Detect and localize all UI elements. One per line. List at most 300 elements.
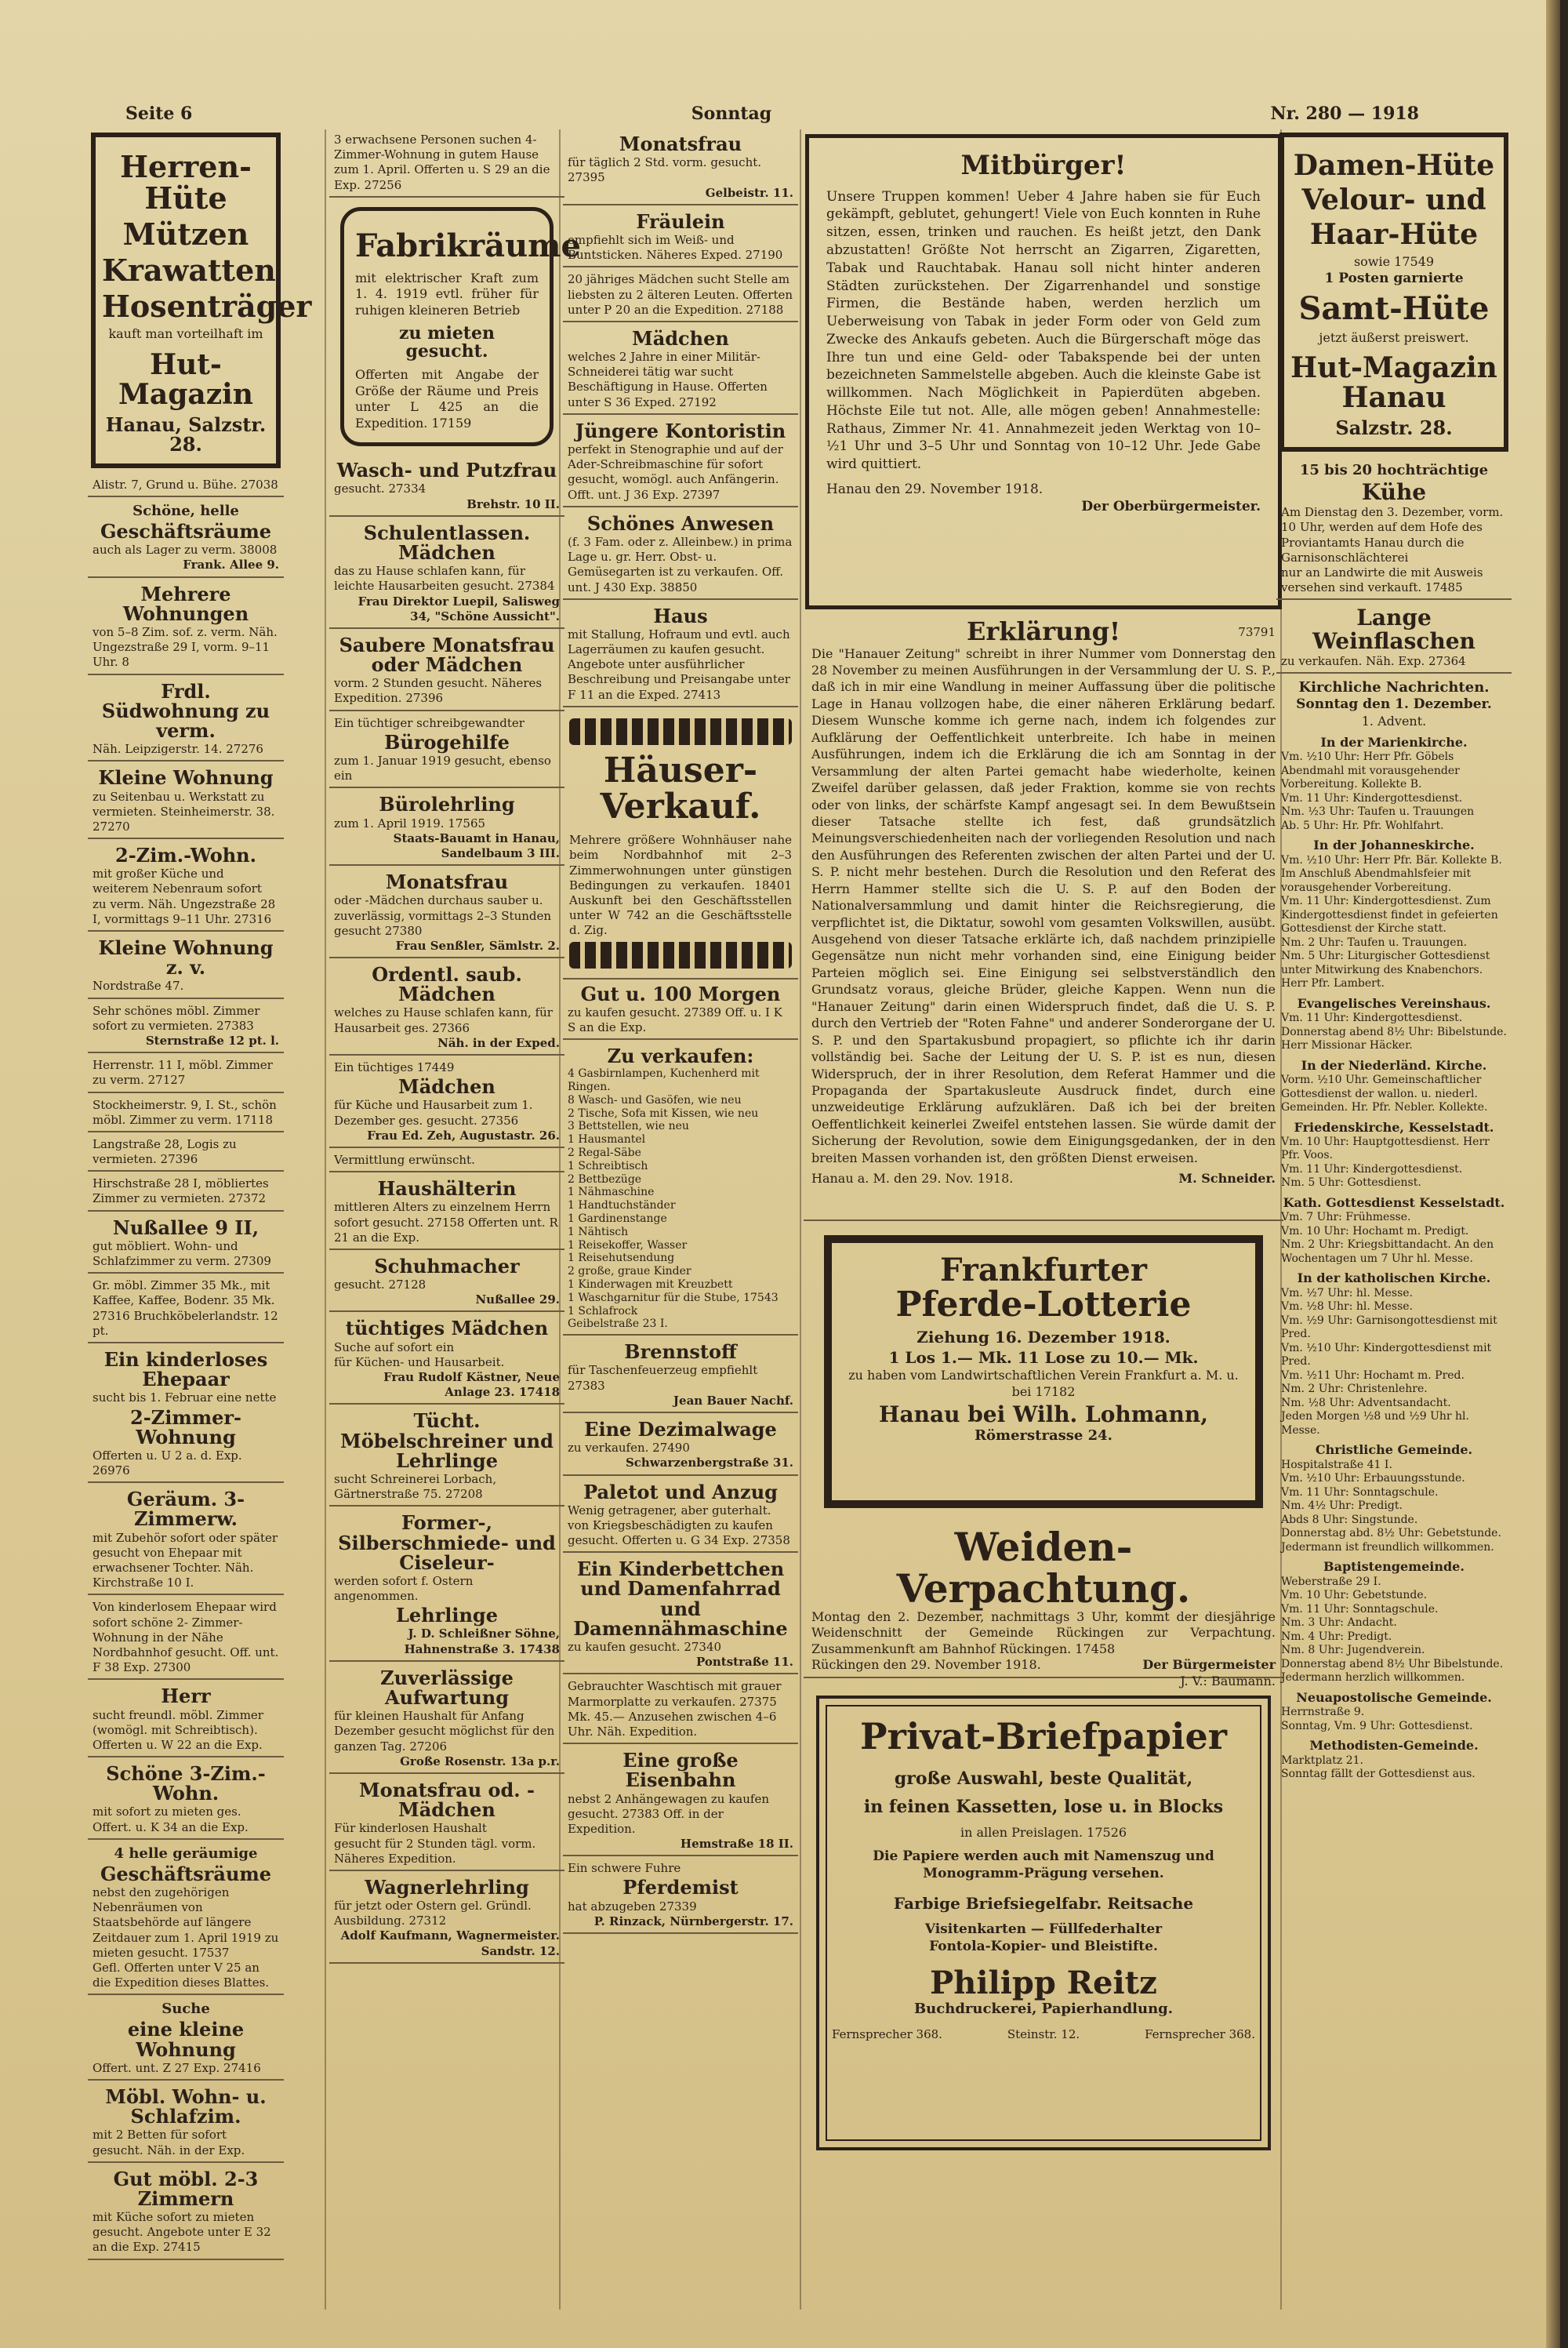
- ad-text: Offerten mit Angabe der Größe der Räume und Preis unter L 425 an die Expedition. 17159: [355, 367, 539, 431]
- church-service-row: Vm. 10 Uhr: Gebetstunde.: [1281, 1589, 1428, 1602]
- ad-address: Pontstraße 11.: [696, 1655, 793, 1670]
- briefpapier-line-1: große Auswahl, beste Qualität,: [894, 1768, 1193, 1790]
- ad-text: hat abzugeben 27339: [568, 1899, 697, 1914]
- church-section-head: Neuapostolische Gemeinde.: [1296, 1689, 1492, 1705]
- church-date: Sonntag den 1. Dezember.: [1296, 696, 1492, 713]
- ad-text: gesucht. 27128: [334, 1278, 426, 1292]
- church-service-row: Jeden Morgen ½8 und ½9 Uhr hl. Messe.: [1281, 1410, 1469, 1437]
- announcement-body: Unsere Truppen kommen! Ueber 4 Jahre haben sie für Euch gekämpft, geblutet, gehungert! Viele von Euch konnten in Ruhe sitzen, essen, trinken und rauchen. Es heißt jetzt, den Dank abzustatten! Größte Not herrscht an Zigarren, Zigaretten, Tabak und Rauchtabak. Hanau soll nicht hinter anderen Städten zurückstehen. Der Zigarrenhandel und sonstige Firmen, die Bestände haben, werden herzlich um Ueberweisung von Tabak in jeder Form oder von Geld zum Zwecke des Ankaufs gebeten. Auch die Bürgerschaft möge das Ihre tun und eine Geld- oder Tabakspende bei der unten bezeichneten Sammelstelle abgeben. Auch die kleinste Gabe ist willkommen. Nach Möglichkeit in Papierdüten abgeben. Höchste Eile tut not. Alle, alle mögen geben! Annahmestelle: Rathaus, Zimmer Nr. 41. Annahmezeit jeden Werktag von 10–½1 Uhr und 3–5 Uhr und Sonntag von 10–12 Uhr. Jede Gabe wird quittiert.: [826, 188, 1261, 473]
- ad-text: mit 2 Betten für sofort gesucht. Näh. in der Exp.: [93, 2128, 245, 2157]
- weiden-signature-2: J. V.: Baumann.: [1180, 1673, 1276, 1688]
- ad-address: Frau Senßler, Sämlstr. 2.: [395, 938, 560, 953]
- church-section-head: In der Johanneskirche.: [1313, 838, 1475, 853]
- ad-text: Nordstraße 47.: [93, 979, 184, 994]
- statement-body: Die "Hanauer Zeitung" schreibt in ihrer Nummer vom Donnerstag den 28 November zu meinen Ausführungen in der Versammlung der U. S. P., daß ich in mir eine Wandlung in meiner Auffassung über die politische Lage in Hanau vollzogen habe, die einer näheren Erklärung bedarf. Diesem Wunsche komme ich gerne nach, indem ich folgendes zur Aufklärung der Oeffentlichkeit unterbreite. Ich habe in meinen Ausführungen, indem ich die Erklärung die ich am Sonntag in der Versammlung der alten Partei gemacht habe wiederholte, keinen Zweifel darüber gelassen, daß jeder Fraktion, komme sie von rechts oder von links, der schärfste Kampf angesagt sei. In dem Bewußtsein dieser Tatsache stellte ich fest, daß grundsätzlich Meinungsverschiedenheiten nach der vorliegenden Resolution und nach den Ausführungen des Referenten zwischen der alten Partei und der U. S. P. nicht mehr bestehen. Durch die Resolution und den Referat des Herrn Hammer stellte sich die U. S. P. auf den Boden der Nationalversammlung und damit hinter die Reichsregierung, die verpflichtet ist, die Diktatur, sowohl vom gesamten Volkswillen, ausübt. Ausgehend von dieser Tatsache erklärte ich, daß nachdem prinzipielle Gegensätze nun nicht mehr vorhanden sind, eine Einigung beider Parteien möglich sei. Eine Einigung sei selbstverständlich den Grundsatz voraus, gleiche Brüder, gleiche Kappen. Wenn nun die "Hanauer Zeitung" darin einen Widerspruch findet, daß die U. S. P. durch den Vertrieb der "Roten Fahne" und anderer Sonderorgane der U. S. P. und den Spartakusbund propagiert, so pflichte ich ihr darin vollständig bei. Sache der Leitung der U. S. P. ist es nun, diesen Widerspruch, der in ihrer Resolution, dem Referat Hammer und die Propaganda der Spartakusleute Ausdruck findet, durch eine unzweideutige Erklärung aufzuklären. Daß ich bei der breiten Oeffentlichkeit keinerlei Zweifel entstehen lassen. Sie würde damit der Sicherung der Revolution, sowie dem Einigungsgedanken, der in den breiten Massen vorhanden ist, den größten Dienst erweisen.: [811, 645, 1276, 1165]
- church-service-row: Nm. 4½ Uhr: Predigt.: [1281, 1499, 1403, 1513]
- ad-text: nebst den zugehörigen Nebenräumen von Staatsbehörde auf längere Zeitdauer zum 1. April 1919 zu mieten gesucht. 17537: [93, 1885, 279, 1960]
- church-service-row: Nm. 2 Uhr: Kriegsbittandacht. An den Wochentagen um 7 Uhr hl. Messe.: [1281, 1238, 1494, 1265]
- ad-text: für Küche und Hausarbeit zum 1. Dezember ges. gesucht. 27356: [334, 1098, 533, 1128]
- ad-title: Eine große Eisenbahn: [622, 1749, 739, 1792]
- ad-list-item: 1 Hausmantel: [568, 1133, 646, 1147]
- classified-ad: [88, 1095, 284, 1132]
- announcement-title: Mitbürger!: [960, 150, 1127, 181]
- classified-ad: [329, 1873, 564, 1964]
- ad-list-item: 2 Bettbezüge: [568, 1172, 642, 1186]
- church-service-row: Vm. 7 Uhr: Frühmesse.: [1281, 1211, 1411, 1224]
- hat-ad-line: Krawatten: [102, 252, 276, 288]
- lottery-title-2: Pferde-Lotterie: [895, 1285, 1192, 1325]
- classified-ad: [88, 1345, 284, 1483]
- classified-ad: [88, 841, 284, 932]
- ad-list-item: Geibelstraße 23 I.: [568, 1318, 668, 1331]
- church-service-row: Vm. ½10 Uhr: Herr Pfr. Göbels Abendmahl mit vorausgehender Vorbereitung. Kollekte B.: [1281, 751, 1460, 791]
- ad-address: Frank. Allee 9.: [183, 558, 279, 572]
- ad-title: Wasch- und Putzfrau: [336, 459, 557, 482]
- ad-title: Mädchen: [398, 1075, 495, 1099]
- ad-title: Pferdemist: [622, 1876, 739, 1899]
- ad-text: 20 jähriges Mädchen sucht Stelle am liebsten zu 2 älteren Leuten. Offerten unter P 20 an die Expedition. 27188: [568, 272, 793, 317]
- ad-text: von 5–8 Zim. sof. z. verm. Näh. Ungezstraße 29 I, vorm. 9–11 Uhr. 8: [93, 625, 278, 670]
- ad-list-item: 4 Gasbirnlampen, Kuchenherd mit Ringen.: [568, 1067, 760, 1094]
- classified-ad: [88, 1997, 284, 2081]
- classified-ad: [88, 1485, 284, 1595]
- church-service-row: Vm. 11 Uhr: Kindergottesdienst.: [1281, 1162, 1463, 1176]
- briefpapier-street: Steinstr. 12.: [1007, 2026, 1080, 2041]
- church-service-row: Im Anschluß Abendmahlsfeier mit vorausgehender Vorbereitung.: [1281, 867, 1472, 894]
- fabrik-ad: [340, 207, 581, 446]
- ad-list-item: 1 Gardinenstange: [568, 1212, 667, 1226]
- church-title: Kirchliche Nachrichten.: [1298, 679, 1490, 696]
- ad-title: Saubere Monatsfrau oder Mädchen: [339, 633, 555, 677]
- classified-ad: [329, 1174, 564, 1250]
- church-service-row: Nm. ½3 Uhr: Taufen u. Trauungen: [1281, 805, 1475, 819]
- ad-text: gut möbliert. Wohn- und Schlafzimmer zu verm. 27309: [93, 1238, 271, 1269]
- ad-title: zu mieten gesucht.: [399, 323, 495, 362]
- church-service-row: Vm. 10 Uhr: Hochamt m. Predigt.: [1281, 1224, 1469, 1238]
- hat-ad-line: Velour- und: [1301, 183, 1486, 216]
- weiden-title: Weiden-Verpachtung.: [896, 1524, 1191, 1612]
- ad-head: 15 bis 20 hochträchtige: [1299, 461, 1489, 478]
- ad-text: empfiehlt sich im Weiß- und Buntsticken. Näheres Exped. 27190: [568, 232, 783, 263]
- ad-text: Hirschstraße 28 I, möbliertes Zimmer zu vermieten. 27372: [93, 1176, 269, 1206]
- ad-list-item: 1 Nähtisch: [568, 1225, 629, 1238]
- ad-title: Geräum. 3-Zimmerw.: [126, 1488, 245, 1531]
- ad-text: für kleinen Haushalt für Anfang Dezember gesucht möglichst für den ganzen Tag. 27206: [334, 1709, 555, 1754]
- classified-ad: [329, 1252, 564, 1313]
- church-service-row: Nm. 5 Uhr: Liturgischer Gottesdienst unter Mitwirkung des Knabenchors. Herr Pfr. Lambert.: [1281, 950, 1490, 990]
- ad-text: gesucht für 2 Stunden tägl. vorm. Näheres Expedition.: [334, 1836, 536, 1866]
- ad-title: Lehrlinge: [396, 1604, 498, 1627]
- column-4: [804, 129, 1283, 2168]
- ad-text: Näh. Leipzigerstr. 14. 27276: [93, 742, 263, 757]
- church-service-row: Vm. ½10 Uhr: Herr Pfr. Bär. Kollekte B.: [1281, 853, 1502, 867]
- church-service-row: Vm. 11 Uhr: Kindergottesdienst.: [1281, 1012, 1463, 1025]
- classified-ad: [88, 1134, 284, 1172]
- ad-text: Gebrauchter Waschtisch mit grauer Marmorplatte zu verkaufen. 27375 Mk. 45.— Anzusehen zwischen 4–6 Uhr. Näh. Expedition.: [568, 1679, 782, 1739]
- classified-ad: [563, 416, 798, 507]
- briefpapier-line-7: Fontola-Kopier- und Bleistifte.: [929, 1938, 1158, 1954]
- hat-ad-shop: Hut-Magazin Hanau: [1290, 351, 1497, 414]
- ad-title: Monatsfrau od. -Mädchen: [359, 1778, 535, 1822]
- lottery-shop: Hanau bei Wilh. Lohmann,: [878, 1401, 1208, 1428]
- ad-text: zu verkaufen. 27490: [568, 1441, 690, 1456]
- classified-ad: [88, 2082, 284, 2163]
- classified-ad: [563, 129, 798, 205]
- hat-ad-line: Haar-Hüte: [1309, 217, 1479, 251]
- ad-text: welches zu Hause schlafen kann, für Hausarbeit ges. 27366: [334, 1005, 553, 1035]
- classified-ad: [88, 763, 284, 839]
- classified-ad: [563, 207, 798, 268]
- classified-ad: [88, 2164, 284, 2260]
- classified-ad: [329, 129, 564, 198]
- ad-text: Wenig getragener, aber guterhalt.: [568, 1503, 771, 1517]
- classified-ad: [88, 1597, 284, 1680]
- ad-text: mittleren Alters zu einzelnem Herrn sofort gesucht. 27158 Offerten unt. R 21 an die Exp.: [334, 1200, 558, 1245]
- ad-list-item: 1 Nähmaschine: [568, 1186, 655, 1199]
- hat-ad-sub: kauft man vorteilhaft im: [108, 326, 263, 342]
- church-section-head: Kath. Gottesdienst Kesselstadt.: [1283, 1194, 1505, 1210]
- ad-title: Zuverlässige Aufwartung: [380, 1666, 514, 1710]
- classified-ad: [88, 580, 284, 675]
- ad-title: Bürolehrling: [379, 793, 515, 816]
- house-sale-ad: [563, 709, 798, 980]
- ornament-border: [569, 718, 792, 745]
- briefpapier-ad: [816, 1696, 1271, 2150]
- classified-ad: [329, 1150, 564, 1172]
- ad-text: mit großer Küche und weiterem Nebenraum sofort zu verm. Näh. Ungezstraße 28 I, vormittags 9–11 Uhr. 27316: [93, 867, 276, 926]
- ad-text: zu Seitenbau u. Werkstatt zu vermieten. Steinheimerstr. 38. 27270: [93, 789, 275, 834]
- church-service-row: Vm. ½10 Uhr: Erbauungsstunde.: [1281, 1472, 1465, 1485]
- page-header: [125, 104, 1419, 124]
- ad-address: Brehstr. 10 II.: [466, 496, 560, 511]
- classified-ad: [563, 509, 798, 600]
- ad-title: Mehrere Wohnungen: [122, 582, 249, 625]
- classified-ad: [563, 1477, 798, 1554]
- church-section-head: Christliche Gemeinde.: [1315, 1442, 1473, 1458]
- ad-text: Offerten u. U 2 a. d. Exp. 26976: [93, 1448, 242, 1478]
- hat-ad-sub: jetzt äußerst preiswert.: [1319, 329, 1469, 345]
- ad-text: Am Dienstag den 3. Dezember, vorm. 10 Uhr, werden auf dem Hofe des Proviantamts Hanau durch die Garnisonschlächterei: [1281, 505, 1504, 565]
- ad-text: Offert. unt. Z 27 Exp. 27416: [93, 2060, 261, 2075]
- ad-title: Frdl. Südwohnung zu verm.: [101, 679, 270, 742]
- classified-ad: [88, 1841, 284, 1996]
- classified-ad: [329, 960, 564, 1056]
- statement-number: 73791: [1238, 625, 1276, 639]
- hat-ad-sub: sowie 17549: [1353, 254, 1435, 270]
- ad-address: Frau Direktor Luepil, Salisweg 34, "Schöne Aussicht".: [358, 594, 560, 623]
- ad-title: Ein Kinderbettchen und Damenfahrrad und Damennähmaschine: [573, 1557, 788, 1640]
- ad-title: Nußallee 9 II,: [112, 1216, 260, 1239]
- ad-address: Frau Rudolf Kästner, Neue Anlage 23. 17418: [383, 1370, 560, 1400]
- ad-title: Eine Dezimalwage: [584, 1417, 777, 1441]
- ad-text: Von kinderlosem Ehepaar wird sofort schöne 2- Zimmer-Wohnung in der Nähe Nordbahnhof gesucht. Off. unt. F 38 Exp. 27300: [93, 1600, 279, 1675]
- church-service-row: Sonntag fällt der Gottesdienst aus.: [1281, 1768, 1475, 1781]
- church-section-head: Friedenskirche, Kesselstadt.: [1294, 1119, 1494, 1135]
- church-service-row: Nm. ½8 Uhr: Adventsandacht.: [1281, 1396, 1451, 1409]
- column-rule: [325, 129, 326, 2310]
- ad-address: Gelbeistr. 11.: [705, 185, 793, 200]
- ad-text: zum 1. Januar 1919 gesucht, ebenso ein: [334, 754, 551, 783]
- weiden-signature: Der Bürgermeister: [1142, 1657, 1276, 1673]
- classified-ad: [563, 1337, 798, 1413]
- ad-address: Hemstraße 18 II.: [680, 1837, 793, 1852]
- church-service-row: Vm. 10 Uhr: Hauptgottesdienst. Herr Pfr. Voos.: [1281, 1135, 1490, 1162]
- church-service-row: Vm. 11 Uhr: Kindergottesdienst. Zum Kindergottesdienst findet in gefeierten Gottesdienst der Kirche statt.: [1281, 895, 1498, 936]
- church-service-row: Jedermann herzlich willkommen.: [1281, 1671, 1465, 1685]
- ad-head: Schöne, helle: [132, 503, 239, 520]
- classified-ad: [563, 1676, 798, 1744]
- ad-address: P. Rinzack, Nürnbergerstr. 17.: [593, 1914, 793, 1928]
- church-service-row: Vm. ½11 Uhr: Hochamt m. Pred.: [1281, 1368, 1465, 1382]
- church-service-row: Sonntag, Vm. 9 Uhr: Gottesdienst.: [1281, 1719, 1473, 1732]
- church-section-head: In der Marienkirche.: [1320, 734, 1468, 750]
- hat-ad-address: Salzstr. 28.: [1335, 416, 1453, 439]
- ad-text: Sehr schönes möbl. Zimmer sofort zu vermieten. 27383: [93, 1003, 260, 1033]
- column-2: [329, 129, 581, 1965]
- classified-ad: [88, 1759, 284, 1840]
- ad-list-item: 2 große, graue Kinder: [568, 1265, 691, 1278]
- announcement-date: Hanau den 29. November 1918.: [826, 481, 1044, 497]
- announcement-signature: Der Oberbürgermeister.: [1081, 498, 1261, 514]
- church-section-head: Evangelisches Vereinshaus.: [1297, 995, 1491, 1011]
- ad-text: mit sofort zu mieten ges. Offert. u. K 34 an die Exp.: [93, 1805, 249, 1834]
- ad-title: Schönes Anwesen: [586, 511, 775, 535]
- ad-address: Nußallee 29.: [475, 1292, 560, 1307]
- ad-text: das zu Hause schlafen kann, für leichte Hausarbeiten gesucht. 27384: [334, 564, 555, 594]
- briefpapier-title: Privat-Briefpapier: [860, 1715, 1227, 1757]
- ad-title: Fabrikräume: [355, 227, 581, 264]
- ad-address: Große Rosenstr. 13a p.r.: [400, 1754, 560, 1768]
- hat-ad: [1279, 133, 1508, 452]
- ad-title: Mädchen: [632, 326, 729, 350]
- lottery-ad: [824, 1235, 1263, 1508]
- classified-ad: [329, 456, 564, 517]
- ad-title: tüchtiges Mädchen: [345, 1317, 549, 1340]
- church-service-row: Hospitalstraße 41 I.: [1281, 1458, 1392, 1471]
- classified-ad: [563, 980, 798, 1041]
- church-service-row: Vm. ½10 Uhr: Kindergottesdienst mit Pred.: [1281, 1341, 1492, 1368]
- classified-ad: [329, 518, 564, 629]
- ad-address: Staats-Bauamt in Hanau, Sandelbaum 3 III.: [393, 831, 560, 860]
- classified-ad: [329, 1776, 564, 1871]
- ad-text: (f. 3 Fam. oder z. Alleinbew.) in prima Lage u. gr. Herr. Obst- u. Gemüsegarten ist zu verkaufen. Off. unt. J 430 Exp. 38850: [568, 534, 793, 594]
- hat-ad-line: Damen-Hüte: [1293, 149, 1495, 182]
- ad-title: Lange Weinflaschen: [1312, 605, 1475, 654]
- ad-address: J. D. Schleißner Söhne, Hahnenstraße 3. 17438: [404, 1627, 560, 1656]
- ornament-border: [569, 942, 792, 969]
- ad-title: Kleine Wohnung z. v.: [98, 936, 274, 980]
- classified-ad: [563, 1415, 798, 1476]
- briefpapier-subtitle: Buchdruckerei, Papierhandlung.: [913, 2000, 1174, 2017]
- classified-ad: [88, 474, 284, 497]
- statement-date: Hanau a. M. den 29. Nov. 1918.: [811, 1171, 1014, 1187]
- hat-ad: [91, 133, 312, 468]
- ad-title: Bürogehilfe: [384, 730, 510, 754]
- hat-ad-address: Hanau, Salzstr. 28.: [105, 413, 267, 456]
- ad-address: Frau Ed. Zeh, Augustastr. 26.: [367, 1128, 560, 1143]
- church-service-row: Nm. 3 Uhr: Andacht.: [1281, 1616, 1397, 1630]
- classified-ad: [329, 1314, 564, 1405]
- classified-ad: [88, 677, 284, 762]
- column-3: [563, 129, 798, 1935]
- ad-text: mit elektrischer Kraft zum 1. 4. 1919 evtl. früher für ruhigen kleineren Betrieb: [355, 270, 539, 318]
- column-1: [88, 129, 312, 2262]
- ad-text: Suche auf sofort ein: [334, 1339, 455, 1354]
- lottery-prices: 1 Los 1.— Mk. 11 Lose zu 10.— Mk.: [888, 1347, 1199, 1367]
- ad-text: Mehrere größere Wohnhäuser nahe beim Nordbahnhof mit 2–3 Zimmerwohnungen unter günstigen Bedingungen zu verkaufen. 18401 Auskunft bei den Geschäftsstellen unter W 742 an die Geschäftsstelle d. Zig.: [569, 833, 792, 938]
- briefpapier-line-4: Die Papiere werden auch mit Namenszug und Monogramm-Prägung versehen.: [873, 1848, 1214, 1881]
- ad-text: mit Zubehör sofort oder später gesucht von Ehepaar mit erwachsener Tochter. Näh. Kirchstraße 10 I.: [93, 1530, 278, 1590]
- classified-ad: [88, 1055, 284, 1092]
- hat-ad-shop: Hut-Magazin: [118, 347, 253, 411]
- ad-title: Fräulein: [636, 209, 725, 233]
- church-section-head: Methodisten-Gemeinde.: [1309, 1738, 1479, 1754]
- classified-ad: [563, 1746, 798, 1856]
- classified-ad: [88, 1213, 284, 1274]
- church-service-row: Vm. ½8 Uhr: hl. Messe.: [1281, 1300, 1414, 1314]
- ad-text: 3 erwachsene Personen suchen 4-Zimmer-Wohnung in gutem Hause zum 1. April. Offerten u. S 29 an die Exp. 27256: [334, 133, 550, 192]
- ad-title: Former-, Silberschmiede- und Ciseleur-: [338, 1511, 556, 1574]
- classified-ad: [563, 1858, 798, 1934]
- hat-ad-line: Mützen: [122, 216, 249, 252]
- classified-ad: [1276, 602, 1512, 674]
- ad-title: Schöne 3-Zim.-Wohn.: [106, 1762, 266, 1805]
- classified-ad: [88, 1173, 284, 1211]
- church-service-row: Nm. 2 Uhr: Christenlehre.: [1281, 1383, 1428, 1396]
- classified-ad: [1276, 458, 1512, 601]
- ad-text: auch als Lager zu verm. 38008: [93, 543, 278, 558]
- hat-ad-sub: 1 Posten garnierte: [1324, 270, 1464, 286]
- classified-ad: [88, 1681, 284, 1757]
- ad-address: Sternstraße 12 pt. l.: [145, 1033, 279, 1048]
- ad-list-item: 2 Regal-Säbe: [568, 1147, 641, 1160]
- ad-text: werden sofort f. Ostern angenommen.: [334, 1573, 474, 1604]
- lottery-seller: zu haben vom Landwirtschaftlichen Verein Frankfurt a. M. u. bei 17182: [848, 1368, 1239, 1399]
- church-service-row: Nm. 5 Uhr: Gottesdienst.: [1281, 1176, 1421, 1190]
- ad-text: Vermittlung erwünscht.: [334, 1152, 475, 1167]
- classified-ad: [329, 867, 564, 958]
- weiden-body: Montag den 2. Dezember, nachmittags 3 Uhr, kommt der diesjährige Weidenschnitt der Gemeinde Rückingen zur Verpachtung. Zusammenkunft am Bahnhof Rückingen. 17458: [811, 1609, 1276, 1656]
- classified-ad: [88, 499, 284, 578]
- ad-title: Geschäftsräume: [100, 520, 272, 543]
- briefpapier-line-6: Visitenkarten — Füllfederhalter: [924, 1921, 1163, 1938]
- ad-head: 4 helle geräumige: [114, 1845, 258, 1862]
- ad-title: eine kleine Wohnung: [127, 2018, 245, 2061]
- church-advent: 1. Advent.: [1361, 714, 1427, 729]
- classified-ad: [563, 602, 798, 707]
- ad-text: Ein tüchtiges 17449: [334, 1060, 455, 1075]
- ad-list-item: 1 Waschgarnitur für die Stube, 17543: [568, 1291, 779, 1304]
- church-notices: [1276, 675, 1512, 1784]
- briefpapier-line-2: in feinen Kassetten, lose u. in Blocks: [863, 1797, 1224, 1818]
- classified-ad: [329, 1057, 564, 1148]
- ad-list-item: 8 Wasch- und Gasöfen, wie neu: [568, 1093, 742, 1107]
- church-service-row: Abds 8 Uhr: Singstunde.: [1281, 1513, 1418, 1526]
- ad-text: oder -Mädchen durchaus sauber u. zuverlässig, vormittags 2–3 Stunden gesucht 27380: [334, 893, 552, 938]
- church-section-head: In der katholischen Kirche.: [1297, 1270, 1491, 1286]
- church-section-head: In der Niederländ. Kirche.: [1301, 1057, 1487, 1073]
- ad-text: zu kaufen gesucht. 27340: [568, 1640, 722, 1654]
- page-edge: [1546, 0, 1560, 2348]
- ad-text: mit Küche sofort zu mieten gesucht. Angebote unter E 32 an die Exp. 27415: [93, 2210, 271, 2255]
- ad-text: für jetzt oder Ostern gel. Gründl. Ausbildung. 27312: [334, 1899, 532, 1928]
- ad-text: mit Stallung, Hofraum und evtl. auch Lagerräumen zu kaufen gesucht. Angebote unter ausführlicher Beschreibung und Preisangabe unter F 11 an die Exped. 27413: [568, 627, 790, 702]
- classified-ad: [329, 1406, 564, 1507]
- classified-ad: [563, 1554, 798, 1674]
- statement-erklaerung: [804, 614, 1283, 1221]
- church-service-row: Donnerstag abend 8½ Uhr Bibelstunde.: [1281, 1657, 1504, 1670]
- classified-ad: [329, 1663, 564, 1774]
- hat-ad-line: Herren-Hüte: [120, 149, 252, 216]
- ad-text: für täglich 2 Std. vorm. gesucht. 27395: [568, 155, 762, 185]
- ad-text: für Taschenfeuerzeug empfiehlt 27383: [568, 1363, 758, 1393]
- ad-text: sucht bis 1. Februar eine nette: [93, 1390, 277, 1405]
- ad-title: Zu verkaufen:: [607, 1045, 754, 1068]
- ad-text: zu verkaufen. Näh. Exp. 27364: [1281, 654, 1466, 669]
- church-service-row: Weberstraße 29 I.: [1281, 1575, 1381, 1588]
- ad-title: Häuser-Verkauf.: [600, 750, 761, 827]
- ad-title: Schulentlassen. Mädchen: [363, 521, 531, 564]
- ad-address: Näh. in der Exped.: [437, 1035, 560, 1050]
- ad-list-item: 2 Tische, Sofa mit Kissen, wie neu: [568, 1107, 759, 1120]
- ad-text: nur an Landwirte die mit Ausweis versehen sind verkauft. 17485: [1281, 565, 1483, 595]
- ad-title: Monatsfrau: [619, 133, 742, 155]
- ad-title: Paletot und Anzug: [583, 1480, 778, 1503]
- ad-text: zum 1. April 1919. 17565: [334, 816, 486, 831]
- page-number: Seite 6: [125, 104, 193, 124]
- ad-title: Kühe: [1361, 478, 1427, 505]
- classified-ad: [88, 1001, 284, 1054]
- church-service-row: Vm. 11 Uhr: Sonntagschule.: [1281, 1602, 1439, 1616]
- church-service-row: Donnerstag abend 8½ Uhr: Bibelstunde. Herr Missionar Häcker.: [1281, 1025, 1507, 1052]
- ad-text: Stockheimerstr. 9, I. St., schön möbl. Zimmer zu verm. 17118: [93, 1097, 277, 1127]
- church-section-head: Baptistengemeinde.: [1323, 1559, 1465, 1575]
- weiden-date: Rückingen den 29. November 1918.: [811, 1657, 1041, 1673]
- briefpapier-phone-2: Fernsprecher 368.: [1145, 2026, 1255, 2041]
- ad-text: vorm. 2 Stunden gesucht. Näheres Expedition. 27396: [334, 676, 543, 706]
- church-service-row: Marktplatz 21.: [1281, 1754, 1363, 1767]
- ad-text: Alistr. 7, Grund u. Bühe. 27038: [93, 477, 278, 492]
- ad-text: gesucht. 27334: [334, 482, 426, 496]
- ad-head: Suche: [162, 2001, 210, 2018]
- church-service-row: Vm. ½9 Uhr: Garnisongottesdienst mit Pred.: [1281, 1314, 1497, 1341]
- ad-title: Geschäftsräume: [100, 1862, 272, 1885]
- church-service-row: Vm. ½7 Uhr: hl. Messe.: [1281, 1286, 1414, 1299]
- ad-title: Monatsfrau: [385, 871, 509, 894]
- briefpapier-line-3: in allen Preislagen. 17526: [960, 1824, 1127, 1840]
- lottery-draw-date: Ziehung 16. Dezember 1918.: [916, 1328, 1171, 1347]
- ad-title: Tücht. Möbelschreiner und Lehrlinge: [340, 1409, 554, 1472]
- ad-text: sucht Schreinerei Lorbach, Gärtnerstraße 75. 27208: [334, 1471, 497, 1502]
- classified-ad: [563, 324, 798, 415]
- ad-title: Möbl. Wohn- u. Schlafzim.: [105, 2084, 267, 2128]
- issue-day: Sonntag: [691, 104, 772, 124]
- statement-signature: M. Schneider.: [1178, 1171, 1276, 1187]
- ad-list-item: 1 Reisekoffer, Wasser: [568, 1238, 688, 1252]
- classified-ad: [329, 713, 564, 789]
- ad-list-item: 3 Bettstellen, wie neu: [568, 1120, 689, 1133]
- ad-text: welches 2 Jahre in einer Militär-Schneiderei tätig war sucht Beschäftigung in Hause. Offerten unter S 36 Exped. 27192: [568, 350, 768, 409]
- briefpapier-line-5: Farbige Briefsiegelfabr. Reitsache: [893, 1893, 1194, 1913]
- lottery-address: Römerstrasse 24.: [975, 1427, 1112, 1444]
- weiden-notice: [804, 1522, 1283, 1688]
- column-5: [1276, 129, 1512, 1785]
- briefpapier-phone-1: Fernsprecher 368.: [832, 2026, 942, 2041]
- ad-title: Herr: [161, 1685, 211, 1708]
- ad-text: nebst 2 Anhängewagen zu kaufen gesucht. 27383 Off. in der Expedition.: [568, 1791, 769, 1836]
- ad-title: Haus: [653, 604, 708, 627]
- statement-title: Erklärung!: [966, 616, 1121, 646]
